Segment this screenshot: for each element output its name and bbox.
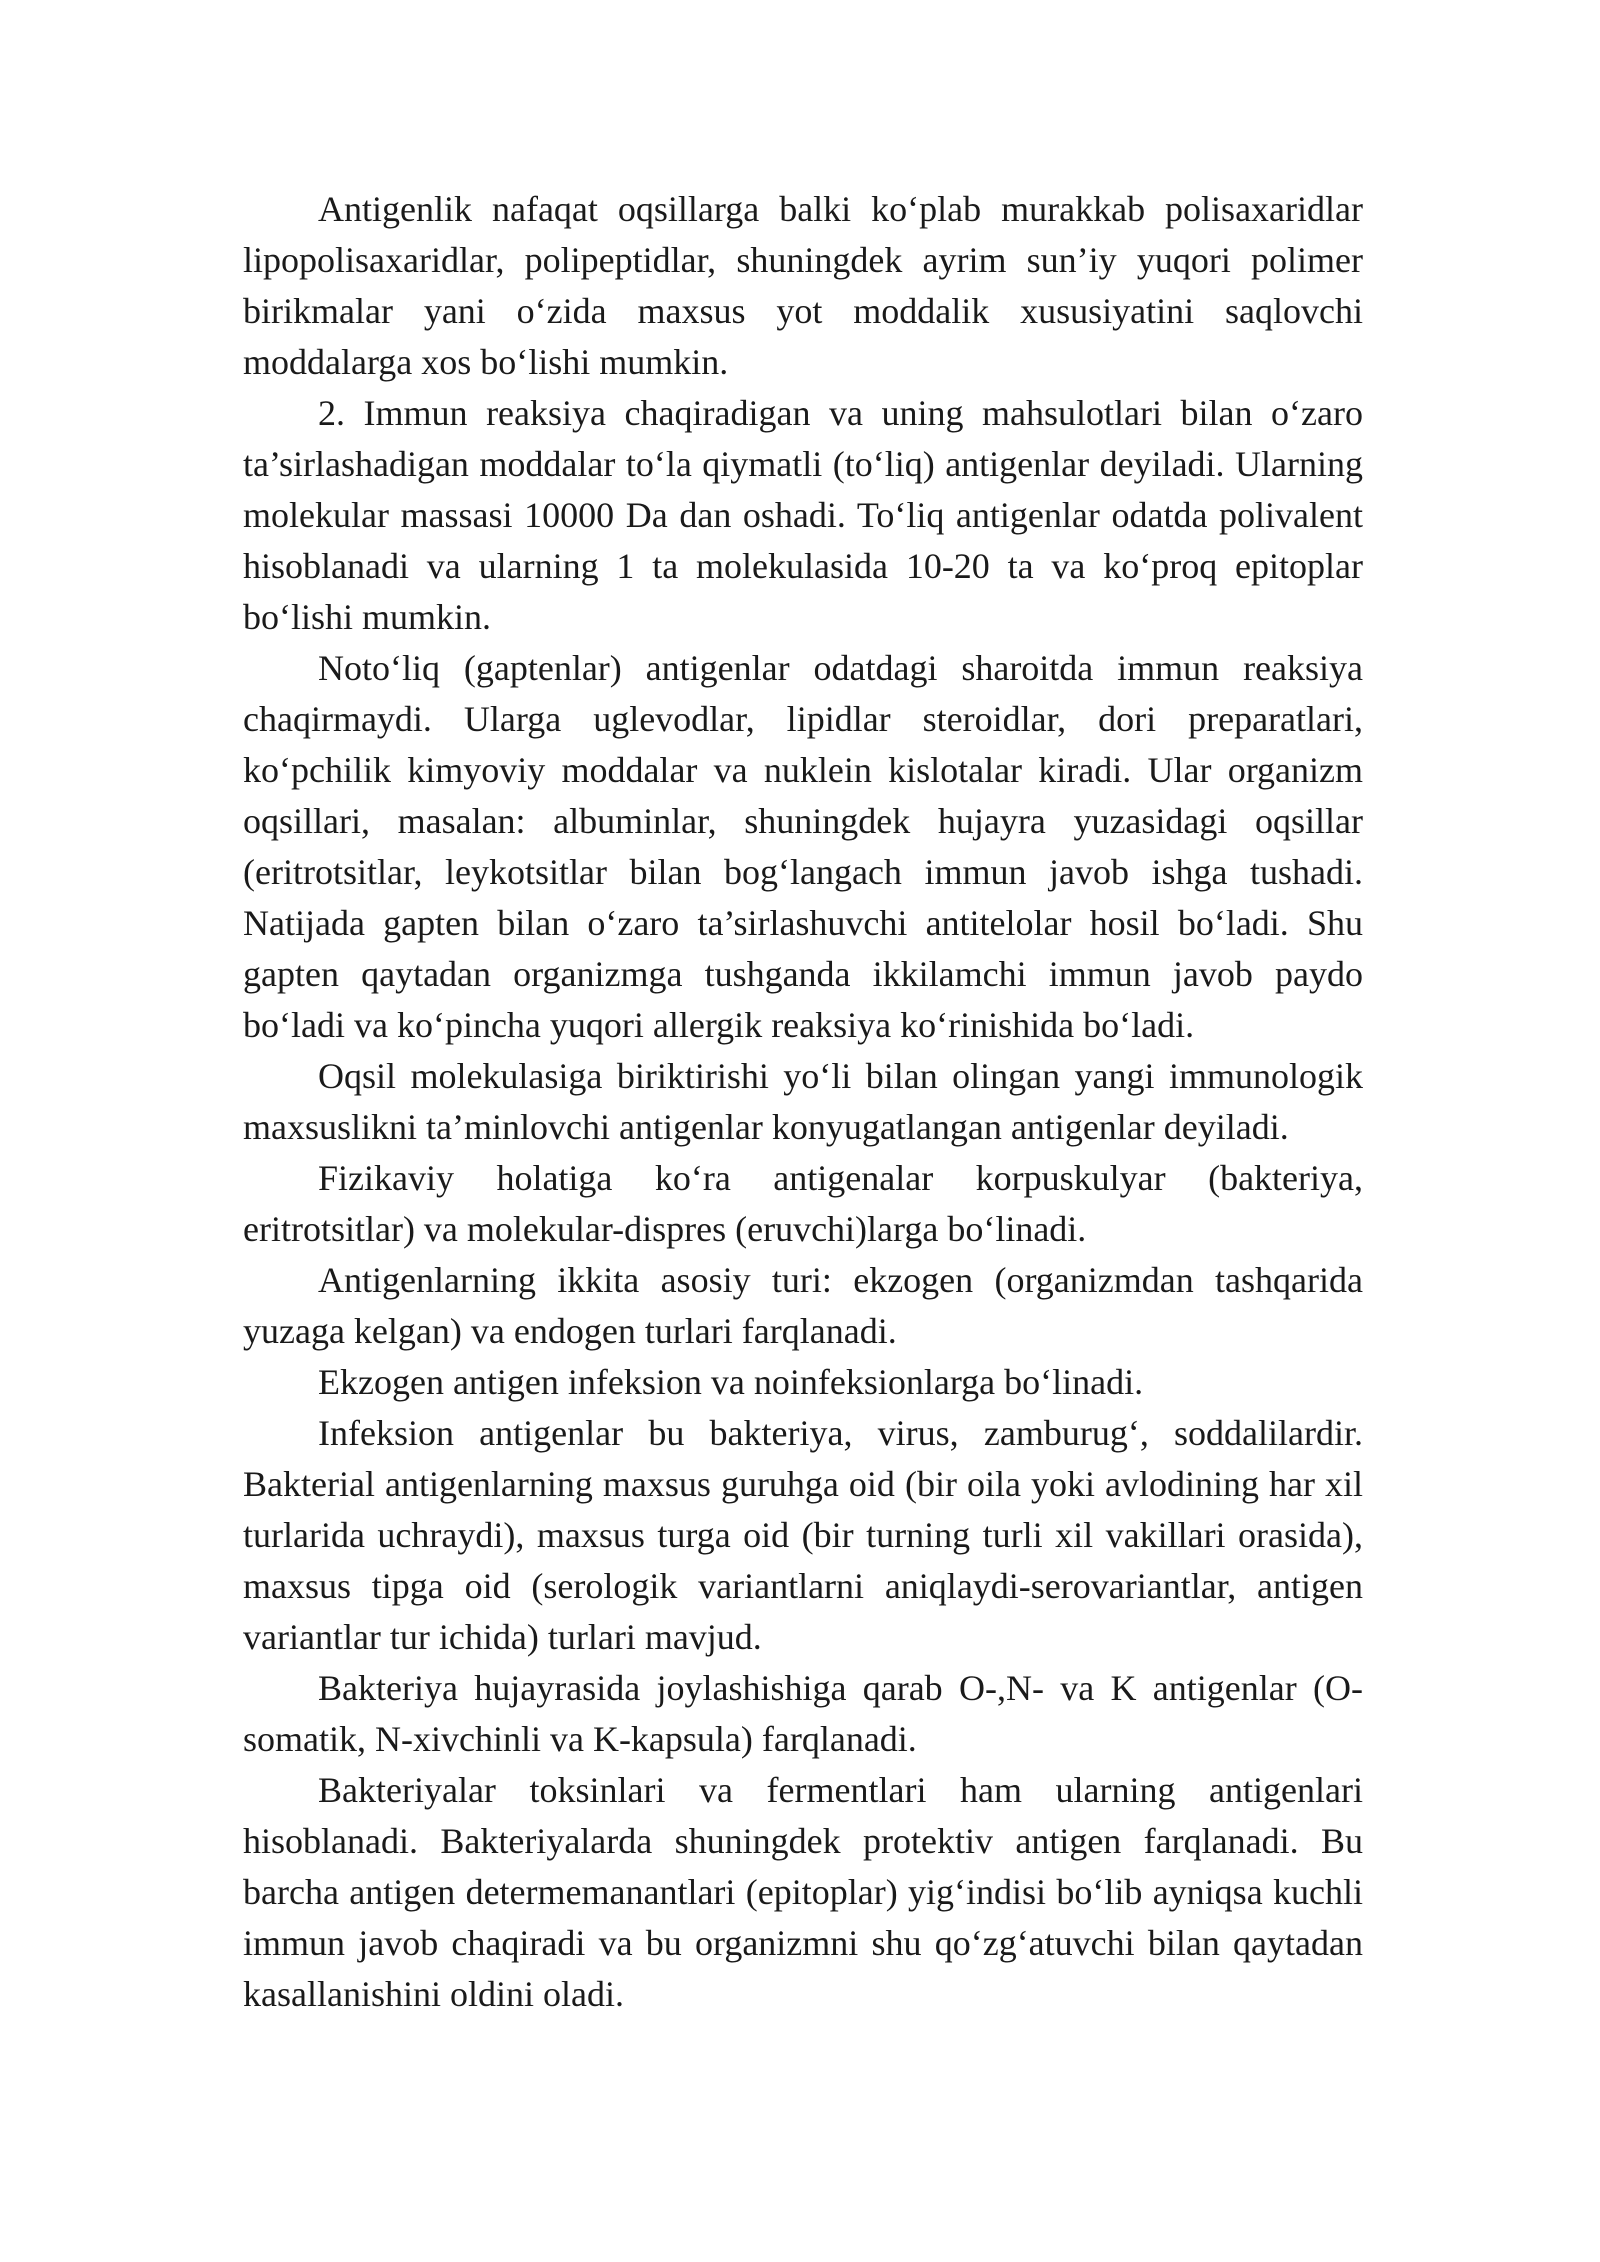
paragraph-infectious-antigens: Infeksion antigenlar bu bakteriya, virus, zamburug‘, soddalilardir. Bakterial antigenlarning maxsus guruhga oid (bir oila yoki avlodining har xil turlarida uchraydi), maxsus turga oid (bir turning turli xil vakillari orasida), maxsus tipga oid (serologik variantlarni aniqlaydi-serovariantlar, antigen variantlar tur ichida) turlari mavjud.	[243, 1413, 1363, 1657]
paragraph-toxins-enzymes: Bakteriyalar toksinlari va fermentlari ham ularning antigenlari hisoblanadi. Bakteriyalarda shuningdek protektiv antigen farqlanadi. Bu barcha antigen determemanantlari (epitoplar) yig‘indisi bo‘lib ayniqsa kuchli immun javob chaqiradi va bu organizmni shu qo‘zg‘atuvchi bilan qaytadan kasallanishini oldini oladi.	[243, 1770, 1363, 2014]
paragraph-exogenous: Ekzogen antigen infeksion va noinfeksionlarga bo‘linadi.	[318, 1362, 1144, 1402]
paragraph-physical-state: Fizikaviy holatiga ko‘ra antigenalar korpuskulyar (bakteriya, eritrotsitlar) va molekular-dispres (eruvchi)larga bo‘linadi.	[243, 1158, 1363, 1249]
paragraph-haptens: Noto‘liq (gaptenlar) antigenlar odatdagi sharoitda immun reaksiya chaqirmaydi. Ularga uglevodlar, lipidlar steroidlar, dori preparatlari, ko‘pchilik kimyoviy moddalar va nuklein kislotalar kiradi. Ular organizm oqsillari, masalan: albuminlar, shuningdek hujayra yuzasidagi oqsillar (eritrotsitlar, leykotsitlar bilan bog‘langach immun javob ishga tushadi. Natijada gapten bilan o‘zaro ta’sirlashuvchi antitelolar hosil bo‘ladi. Shu gapten qaytadan organizmga tushganda ikkilamchi immun javob paydo bo‘ladi va ko‘pincha yuqori allergik reaksiya ko‘rinishida bo‘ladi.	[243, 648, 1363, 1045]
document-page	[243, 184, 1363, 2020]
paragraph-bacterial-cell-antigens: Bakteriya hujayrasida joylashishiga qarab O-,N- va K antigenlar (O-somatik, N-xivchinli va K-kapsula) farqlanadi.	[243, 1668, 1363, 1759]
paragraph-antigenicity: Antigenlik nafaqat oqsillarga balki ko‘plab murakkab polisaxaridlar lipopolisaxaridlar, polipeptidlar, shuningdek ayrim sun’iy yuqori polimer birikmalar yani o‘zida maxsus yot moddalik xususiyatini saqlovchi moddalarga xos bo‘lishi mumkin.	[243, 189, 1363, 382]
paragraph-conjugated-antigens: Oqsil molekulasiga biriktirishi yo‘li bilan olingan yangi immunologik maxsuslikni ta’minlovchi antigenlar konyugatlangan antigenlar deyiladi.	[243, 1056, 1363, 1147]
paragraph-antigen-types: Antigenlarning ikkita asosiy turi: ekzogen (organizmdan tashqarida yuzaga kelgan) va endogen turlari farqlanadi.	[243, 1260, 1363, 1351]
paragraph-complete-antigens: 2. Immun reaksiya chaqiradigan va uning mahsulotlari bilan o‘zaro ta’sirlashadigan moddalar to‘la qiymatli (to‘liq) antigenlar deyiladi. Ularning molekular massasi 10000 Da dan oshadi. To‘liq antigenlar odatda polivalent hisoblanadi va ularning 1 ta molekulasida 10-20 ta va ko‘proq epitoplar bo‘lishi mumkin.	[243, 393, 1363, 637]
